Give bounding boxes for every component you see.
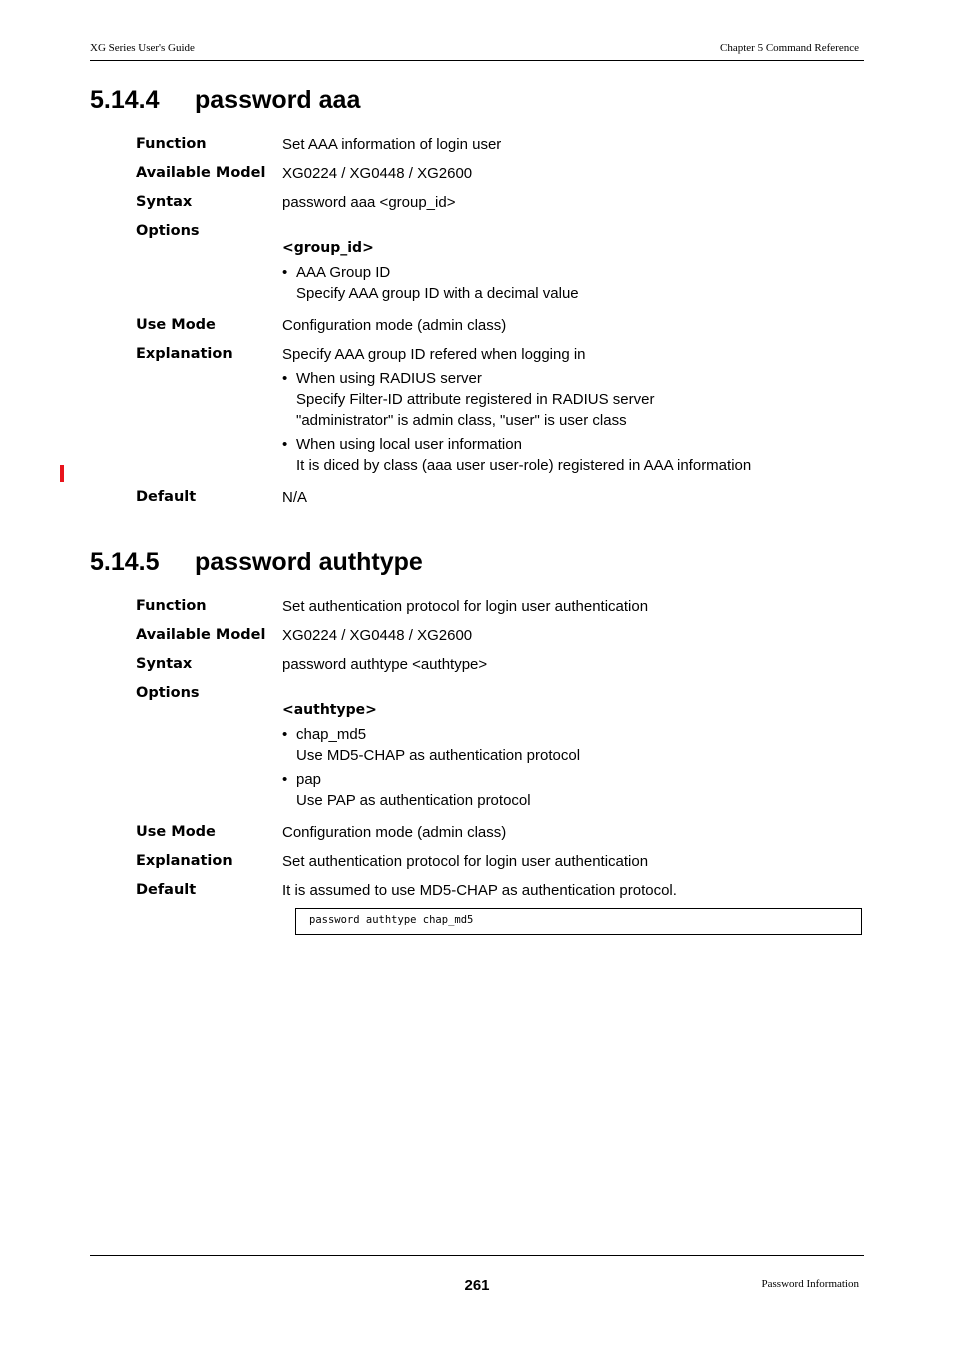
section-number: 5.14.5 — [90, 548, 160, 576]
default-label: Default — [136, 489, 197, 505]
options-detail-row — [136, 242, 864, 307]
function-row — [136, 596, 864, 617]
option-item-name: • chap_md5 — [296, 726, 367, 743]
explanation-item-line: "administrator" is admin class, "user" is user class — [296, 412, 627, 429]
change-bar-marker — [60, 465, 64, 482]
option-parameter-name: <authtype> — [282, 702, 377, 718]
options-detail — [282, 704, 864, 814]
explanation-row — [136, 344, 864, 479]
model-row — [136, 163, 864, 184]
usemode-label: Use Mode — [136, 824, 216, 840]
usemode-value: Configuration mode (admin class) — [282, 317, 507, 334]
option-item-desc: Specify AAA group ID with a decimal value — [296, 285, 579, 302]
default-value: It is assumed to use MD5-CHAP as authentication protocol. — [282, 882, 677, 899]
syntax-row — [136, 654, 864, 675]
explanation-item — [282, 434, 864, 476]
syntax-label: Syntax — [136, 194, 193, 210]
function-label: Function — [136, 598, 207, 614]
explanation-text: Specify AAA group ID refered when logging in — [282, 346, 586, 363]
syntax-value: password authtype <authtype> — [282, 656, 488, 673]
function-row — [136, 134, 864, 155]
model-value: XG0224 / XG0448 / XG2600 — [282, 627, 473, 644]
usemode-label: Use Mode — [136, 317, 216, 333]
syntax-value: password aaa <group_id> — [282, 194, 456, 211]
option-item — [282, 724, 864, 766]
syntax-label: Syntax — [136, 656, 193, 672]
option-item-name: • AAA Group ID — [296, 264, 391, 281]
options-label: Options — [136, 685, 200, 701]
option-item-desc: Use PAP as authentication protocol — [296, 792, 531, 809]
function-value: Set authentication protocol for login user authentication — [282, 598, 649, 615]
option-item — [282, 262, 864, 304]
model-row — [136, 625, 864, 646]
footer-section-name: Password Information — [761, 1278, 859, 1290]
function-label: Function — [136, 136, 207, 152]
running-header-title: XG Series User's Guide — [90, 42, 195, 54]
explanation-row — [136, 851, 864, 872]
option-parameter-name: <group_id> — [282, 240, 374, 256]
running-header-chapter: Chapter 5 Command Reference — [720, 42, 859, 54]
explanation-value: Set authentication protocol for login user authentication — [282, 853, 649, 870]
command-spec-password-authtype — [136, 596, 864, 935]
option-item — [282, 769, 864, 811]
default-row — [136, 487, 864, 508]
explanation-item-line: Specify Filter-ID attribute registered in RADIUS server — [296, 391, 655, 408]
page-number: 261 — [464, 1277, 490, 1294]
function-value: Set AAA information of login user — [282, 136, 502, 153]
model-label: Available Model — [136, 165, 266, 181]
options-detail-row — [136, 704, 864, 814]
options-label: Options — [136, 223, 200, 239]
options-detail — [282, 242, 864, 307]
syntax-row — [136, 192, 864, 213]
default-value: N/A — [282, 489, 308, 506]
footer-divider — [90, 1255, 864, 1256]
section-heading-password-authtype — [90, 548, 423, 577]
usemode-value: Configuration mode (admin class) — [282, 824, 507, 841]
explanation-item — [282, 368, 864, 431]
explanation-item-name: • When using local user information — [296, 436, 522, 453]
section-heading-password-aaa — [90, 86, 360, 115]
usemode-row — [136, 315, 864, 336]
explanation-label: Explanation — [136, 346, 233, 362]
explanation-value — [282, 344, 864, 479]
header-divider — [90, 60, 864, 61]
usemode-row — [136, 822, 864, 843]
section-title-text: password aaa — [195, 86, 361, 114]
model-value: XG0224 / XG0448 / XG2600 — [282, 165, 473, 182]
section-number: 5.14.4 — [90, 86, 160, 114]
code-example-box: password authtype chap_md5 — [295, 908, 862, 935]
section-title-text: password authtype — [195, 548, 423, 576]
default-label: Default — [136, 882, 197, 898]
option-item-name: • pap — [296, 771, 322, 788]
default-row — [136, 880, 864, 901]
explanation-label: Explanation — [136, 853, 233, 869]
command-spec-password-aaa — [136, 134, 864, 516]
model-label: Available Model — [136, 627, 266, 643]
explanation-item-line: It is diced by class (aaa user user-role) registered in AAA information — [296, 457, 752, 474]
explanation-item-name: • When using RADIUS server — [296, 370, 482, 387]
option-item-desc: Use MD5-CHAP as authentication protocol — [296, 747, 581, 764]
